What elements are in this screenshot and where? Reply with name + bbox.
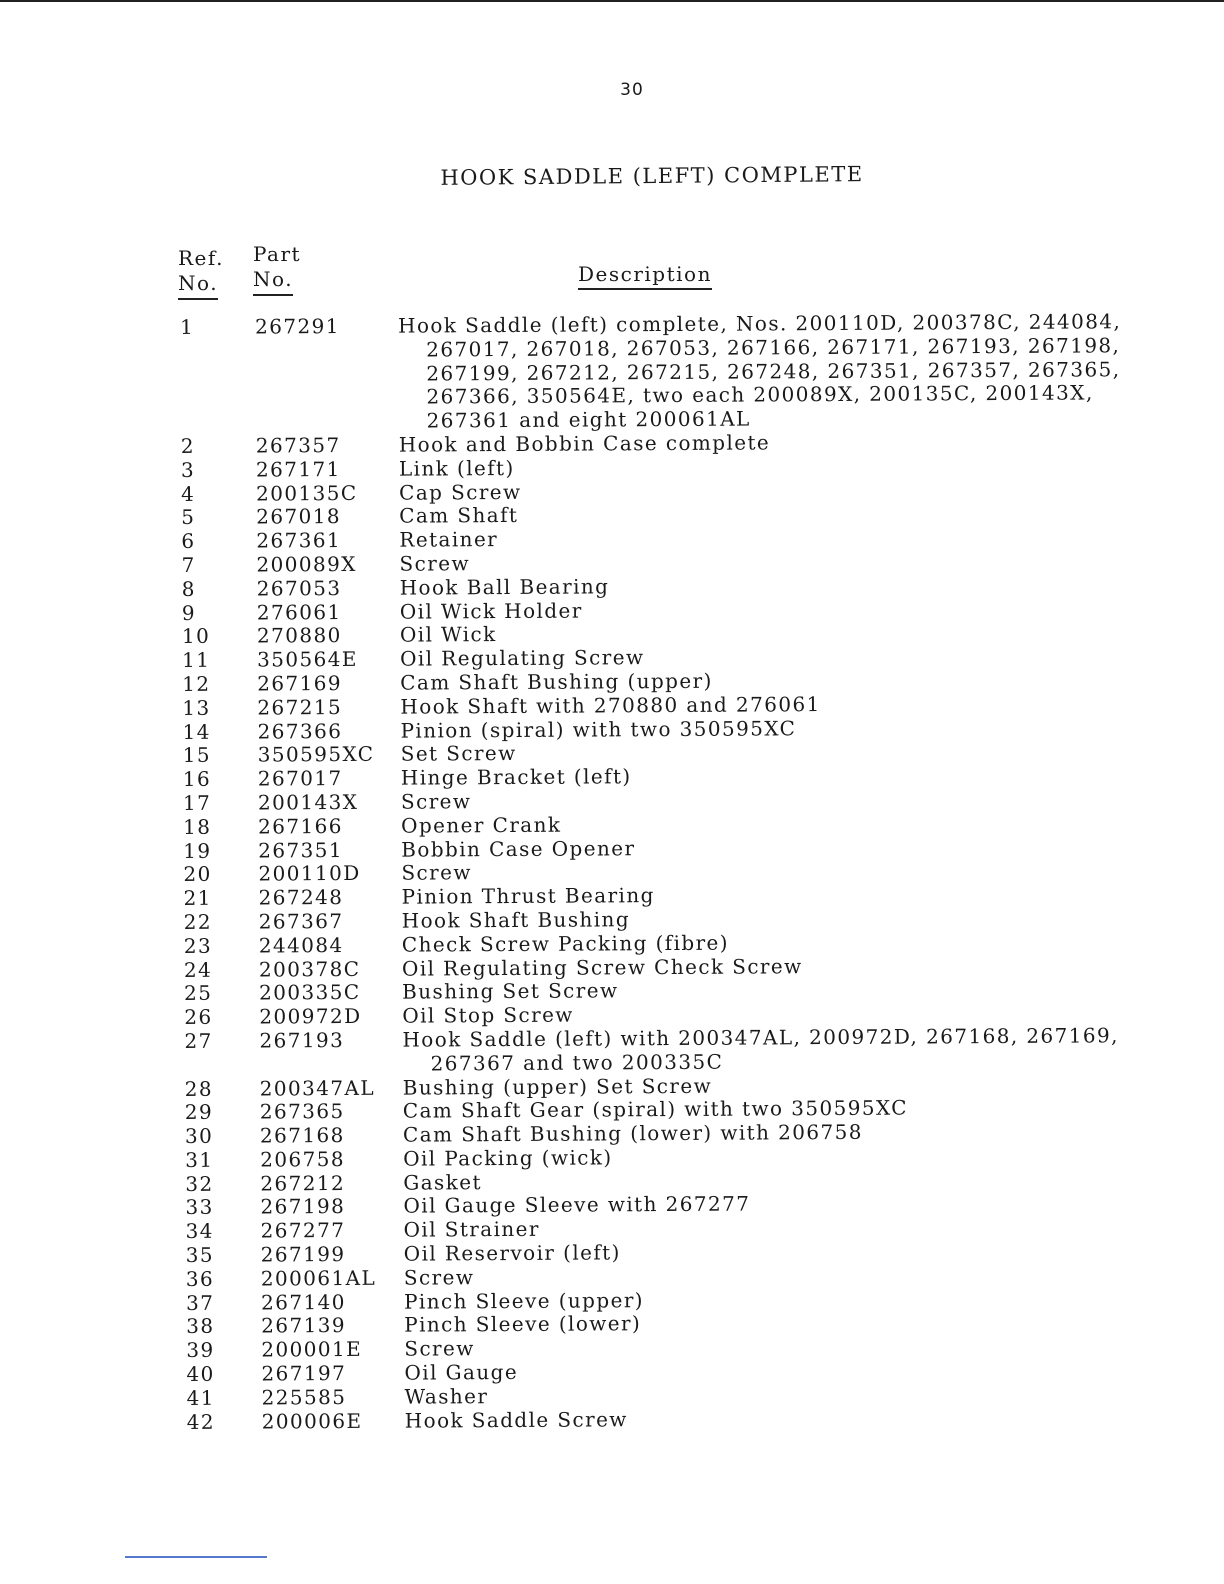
part-number: 267366	[257, 718, 343, 744]
ref-number: 42	[186, 1409, 216, 1434]
part-number: 267357	[255, 433, 341, 458]
part-number: 267197	[261, 1361, 347, 1386]
part-description: Cam Shaft	[399, 503, 519, 529]
ref-number: 14	[182, 719, 211, 744]
ref-number: 21	[183, 885, 212, 911]
ref-no-header	[178, 246, 224, 300]
part-number: 267291	[254, 314, 340, 339]
ref-number: 33	[185, 1195, 214, 1220]
ref-number: 36	[185, 1266, 215, 1291]
part-number: 200089X	[256, 551, 357, 577]
part-description: Pinch Sleeve (lower)	[404, 1311, 642, 1338]
part-number: 200378C	[258, 956, 361, 982]
ref-number: 6	[181, 529, 196, 554]
ref-number: 4	[181, 481, 196, 506]
ref-number: 15	[182, 743, 212, 768]
ref-number: 39	[186, 1338, 215, 1363]
ref-number: 22	[183, 909, 213, 934]
part-description: Cam Shaft Bushing (lower) with 206758	[402, 1119, 863, 1147]
part-number: 267171	[255, 456, 341, 482]
part-number: 200001E	[261, 1337, 363, 1362]
part-description: Hook Ball Bearing	[399, 574, 610, 600]
ref-number: 20	[183, 862, 212, 887]
table-header	[178, 242, 738, 306]
part-number: 225585	[261, 1384, 347, 1410]
ref-number: 38	[186, 1314, 215, 1339]
ref-number: 10	[181, 624, 211, 649]
part-number: 206758	[260, 1146, 345, 1172]
part-description: Bushing Set Screw	[402, 978, 619, 1004]
part-number: 200110D	[258, 861, 361, 886]
part-description: Cap Screw	[399, 479, 522, 505]
ref-number: 26	[184, 1004, 213, 1030]
part-number: 200006E	[261, 1408, 363, 1434]
part-description: Screw	[401, 860, 472, 885]
part-description: Oil Wick	[399, 622, 497, 648]
part-number: 267199	[260, 1242, 346, 1267]
part-number: 267017	[257, 766, 343, 791]
description-header-label: Description	[578, 262, 712, 290]
part-number: 267018	[256, 504, 342, 529]
part-description: Gasket	[403, 1169, 482, 1195]
part-number: 267215	[257, 694, 343, 720]
ref-number: 35	[185, 1242, 215, 1268]
ref-number: 9	[181, 600, 197, 625]
part-no-header	[253, 242, 301, 296]
part-number: 267277	[260, 1218, 346, 1243]
part-description: Check Screw Packing (fibre)	[401, 930, 730, 957]
part-description: Oil Wick Holder	[399, 598, 583, 624]
part-description: Pinch Sleeve (upper)	[403, 1287, 645, 1314]
ref-number: 37	[185, 1290, 215, 1315]
part-number: 350564E	[257, 647, 358, 672]
part-description: Oil Gauge Sleeve with 267277	[403, 1192, 751, 1219]
ref-number: 17	[182, 790, 212, 815]
part-number: 267212	[260, 1170, 346, 1196]
part-description: Screw	[399, 551, 471, 576]
ref-number: 31	[185, 1147, 214, 1172]
part-number: 200335C	[259, 980, 361, 1005]
ref-header-line1: Ref.	[178, 246, 224, 270]
ref-number: 19	[183, 838, 212, 863]
ref-number: 29	[184, 1100, 214, 1125]
ref-number: 2	[180, 433, 195, 458]
part-header-line2: No.	[253, 267, 293, 296]
ref-number: 5	[181, 505, 196, 530]
part-description: Oil Stop Screw	[402, 1002, 574, 1028]
part-number: 267361	[256, 528, 342, 553]
parts-row	[180, 310, 1141, 435]
part-description: Cam Shaft Bushing (upper)	[400, 668, 713, 695]
part-description: Screw	[403, 1265, 475, 1290]
part-description: Hook Saddle Screw	[404, 1406, 628, 1433]
part-number: 267168	[259, 1123, 345, 1148]
ref-number: 7	[181, 552, 196, 577]
ref-number: 27	[184, 1028, 213, 1053]
part-description: Oil Packing (wick)	[403, 1145, 613, 1171]
part-description: Hinge Bracket (left)	[400, 764, 632, 790]
part-description: Oil Reservoir (left)	[403, 1240, 621, 1266]
part-number: 276061	[256, 599, 342, 625]
ref-number: 28	[184, 1076, 214, 1101]
part-number: 200972D	[259, 1004, 362, 1029]
parts-row	[187, 1405, 1147, 1435]
part-number: 267193	[259, 1027, 345, 1053]
part-number: 200143X	[257, 789, 359, 815]
ref-number: 12	[182, 671, 211, 696]
top-border-rule	[0, 0, 1224, 2]
part-number: 267139	[261, 1313, 346, 1338]
part-description: Bobbin Case Opener	[401, 835, 636, 862]
description-header	[578, 262, 712, 290]
ref-number: 23	[183, 933, 213, 958]
part-number: 200135C	[256, 480, 358, 506]
ref-number: 34	[185, 1219, 214, 1244]
part-number: 244084	[258, 932, 344, 958]
part-description: Set Screw	[400, 741, 517, 767]
part-description: Hook Saddle (left) with 200347AL, 200972D, 267168, 267169, 267367 and two 200335C	[402, 1023, 1119, 1076]
part-number: 350595XC	[257, 742, 375, 767]
footer-rule	[125, 1556, 267, 1558]
ref-number: 16	[182, 766, 212, 792]
part-number: 267169	[257, 670, 343, 696]
part-number: 267365	[259, 1099, 345, 1124]
part-description: Screw	[404, 1336, 475, 1361]
part-description: Oil Gauge	[404, 1360, 519, 1385]
page-title: HOOK SADDLE (LEFT) COMPLETE	[440, 162, 864, 190]
ref-number: 1	[179, 314, 195, 339]
part-description: Bushing (upper) Set Screw	[402, 1073, 713, 1100]
ref-number: 3	[180, 457, 196, 482]
ref-number: 32	[185, 1171, 214, 1196]
ref-number: 8	[181, 576, 196, 601]
part-number: 267166	[258, 813, 343, 839]
parts-row	[184, 1024, 1144, 1077]
page-number: 30	[620, 80, 644, 100]
ref-header-line2: No.	[178, 271, 218, 300]
part-description: Washer	[404, 1383, 489, 1409]
ref-number: 41	[186, 1385, 215, 1410]
ref-number: 30	[184, 1123, 214, 1149]
ref-number: 24	[183, 957, 213, 982]
part-description: Hook Shaft Bushing	[401, 907, 631, 933]
part-number: 200061AL	[260, 1265, 377, 1291]
ref-number: 25	[184, 981, 213, 1006]
part-description: Screw	[400, 789, 472, 814]
part-number: 267198	[260, 1194, 346, 1220]
ref-number: 18	[183, 814, 212, 839]
part-number: 200347AL	[259, 1075, 376, 1101]
part-description: Oil Regulating Screw	[400, 645, 645, 671]
part-number: 267367	[258, 908, 344, 934]
part-description: Hook Saddle (left) complete, Nos. 200110D, 200378C, 244084, 267017, 267018, 267053, 267166, 267171, 267193, 267198, 267199, 267212, 267215, 267248, 267351, 267357, 267365, 267366, 350564E, two each 200089X, 200135C, 200143X, 267361 and eight 200061AL	[397, 309, 1122, 433]
ref-number: 13	[182, 695, 211, 720]
part-description: Hook and Bobbin Case complete	[398, 430, 771, 457]
part-number: 267140	[260, 1289, 346, 1315]
part-number: 267351	[258, 837, 344, 863]
part-number: 270880	[256, 623, 342, 648]
ref-number: 40	[186, 1361, 215, 1387]
part-number: 267053	[256, 575, 342, 601]
ref-number: 11	[182, 647, 211, 673]
part-header-line1: Part	[253, 242, 302, 266]
parts-list	[180, 310, 1147, 1434]
part-number: 267248	[258, 885, 344, 910]
part-description: Opener Crank	[401, 812, 562, 838]
part-description: Retainer	[399, 527, 499, 552]
part-description: Link (left)	[398, 455, 515, 481]
part-description: Hook Shaft with 270880 and 276061	[400, 691, 821, 719]
part-description: Cam Shaft Gear (spiral) with two 350595XC	[402, 1095, 909, 1123]
part-description: Pinion Thrust Bearing	[401, 883, 655, 909]
part-description: Oil Strainer	[403, 1217, 540, 1242]
part-description: Oil Regulating Screw Check Screw	[401, 953, 803, 981]
part-description: Pinion (spiral) with two 350595XC	[400, 715, 797, 743]
